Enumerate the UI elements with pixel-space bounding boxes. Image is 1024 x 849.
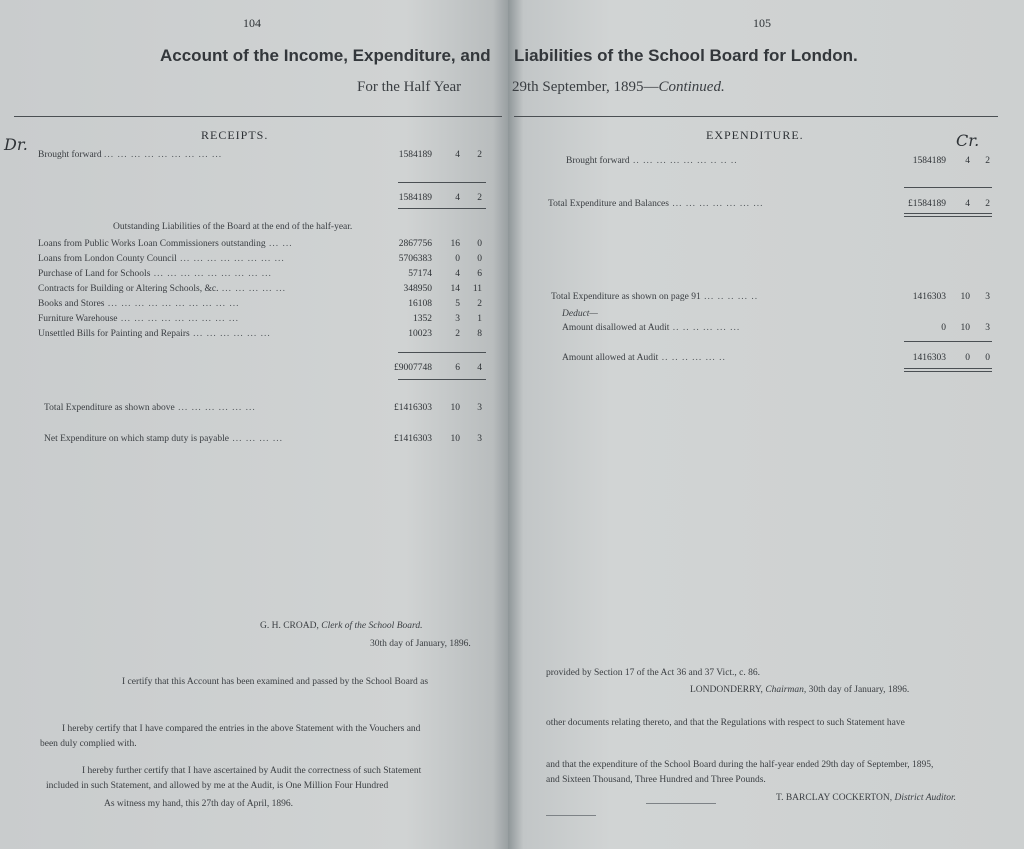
cr-label: Cr. (956, 131, 980, 150)
total-page91-pounds: 1416303 (912, 292, 946, 302)
liability-label: Furniture Warehouse (38, 314, 118, 324)
amount-pence: 2 (985, 156, 990, 166)
liability-row: Loans from Public Works Loan Commissioners outstanding ... ... (38, 239, 293, 249)
liability-row: Purchase of Land for Schools ... ... ... ... ... ... ... ... ... (38, 269, 272, 279)
liability-row: Books and Stores ... ... ... ... ... ... ... ... ... ... (38, 299, 240, 309)
disallowed-row: Amount disallowed at Audit .. .. .. ... ... ... (562, 323, 741, 333)
liability-pounds: 10023 (408, 329, 432, 339)
liability-pounds: 16108 (408, 299, 432, 309)
chairman-name: LONDONDERRY, (690, 685, 763, 695)
sum-rule (904, 368, 992, 369)
subtotal-shillings: 4 (455, 193, 460, 203)
total-balances-pence: 2 (985, 199, 990, 209)
total-expenditure-row: Total Expenditure as shown above ... ... ... ... ... ... (44, 403, 256, 413)
sum-rule (398, 182, 486, 183)
liability-label: Loans from London County Council (38, 254, 177, 264)
subtitle-right-italic: Continued. (658, 79, 725, 95)
amount-pence: 2 (477, 150, 482, 160)
allowed-pence: 0 (985, 353, 990, 363)
liability-pence: 2 (477, 299, 482, 309)
total-balances-label: Total Expenditure and Balances (548, 199, 669, 209)
net-expenditure-pence: 3 (477, 434, 482, 444)
liability-label: Books and Stores (38, 299, 105, 309)
liability-shillings: 2 (455, 329, 460, 339)
liability-row: Unsettled Bills for Painting and Repairs ... ... ... ... ... ... (38, 329, 271, 339)
certify-text-1: I certify that this Account has been examined and passed by the School Board as (122, 677, 429, 687)
liability-shillings: 5 (455, 299, 460, 309)
page-number-right: 105 (753, 16, 771, 30)
liability-pence: 0 (477, 254, 482, 264)
subtitle-right-text: 29th September, 1895— (512, 79, 659, 95)
witness-text: As witness my hand, this 27th day of April, 1896. (104, 799, 293, 809)
subtotal-pence: 2 (477, 193, 482, 203)
liabilities-heading: Outstanding Liabilities of the Board at the end of the half-year. (113, 222, 353, 232)
amount-shillings: 4 (455, 150, 460, 160)
title-right: Liabilities of the School Board for London. (514, 46, 858, 65)
liability-label: Contracts for Building or Altering Schools, &c. (38, 284, 219, 294)
brought-forward-left (38, 150, 222, 160)
sum-rule (904, 213, 992, 214)
total-page91-row: Total Expenditure as shown on page 91 ... .. .. ... .. (551, 292, 759, 302)
certify-text-2b: been duly complied with. (40, 739, 137, 749)
amount-pounds: 1584189 (398, 150, 432, 160)
liability-pence: 1 (477, 314, 482, 324)
sum-rule (398, 379, 486, 380)
total-page91-label: Total Expenditure as shown on page 91 (551, 292, 701, 302)
total-expenditure-pence: 3 (477, 403, 482, 413)
auditor-signature (776, 791, 956, 806)
sum-rule (904, 371, 992, 372)
sum-rule (904, 341, 992, 342)
subtitle-right (512, 79, 725, 96)
liability-shillings: 16 (450, 239, 460, 249)
sum-rule (904, 216, 992, 217)
total-balances-row: Total Expenditure and Balances ... ... ... ... ... ... ... (548, 199, 764, 209)
total-balances-pounds: £1584189 (908, 199, 946, 209)
clerk-date: 30th day of January, 1896. (370, 639, 471, 649)
certify-text-2a: I hereby certify that I have compared the entries in the above Statement with the Vouchers and (62, 724, 421, 734)
total-page91-pence: 3 (985, 292, 990, 302)
chairman-signature (690, 683, 909, 698)
expenditure-header: EXPENDITURE. (706, 128, 804, 142)
liability-label: Unsettled Bills for Painting and Repairs (38, 329, 190, 339)
brought-forward-label: Brought forward (566, 156, 630, 166)
signature-rule (646, 803, 716, 804)
total-expenditure-shillings: 10 (450, 403, 460, 413)
certify-text-right-1: provided by Section 17 of the Act 36 and 37 Vict., c. 86. (546, 668, 761, 678)
title-left: Account of the Income, Expenditure, and (160, 46, 491, 65)
receipts-header: RECEIPTS. (201, 128, 269, 142)
subtotal-pounds: 1584189 (398, 193, 432, 203)
brought-forward-label: Brought forward (38, 150, 102, 160)
leader-dots: ... ... ... ... ... ... ... ... ... (103, 150, 223, 160)
signature-rule (546, 815, 596, 816)
sum-rule (398, 208, 486, 209)
net-expenditure-label: Net Expenditure on which stamp duty is payable (44, 434, 229, 444)
liability-pounds: 1352 (413, 314, 432, 324)
liability-row: Contracts for Building or Altering Schools, &c. ... ... ... ... ... (38, 284, 286, 294)
liability-pounds: 5706383 (398, 254, 432, 264)
total-page91-shillings: 10 (960, 292, 970, 302)
liability-pounds: 2867756 (398, 239, 432, 249)
net-expenditure-pounds: £1416303 (394, 434, 432, 444)
header-rule-right (514, 116, 998, 117)
liability-label: Purchase of Land for Schools (38, 269, 151, 279)
clerk-signature (260, 621, 422, 631)
sum-rule (904, 187, 992, 188)
disallowed-pence: 3 (985, 323, 990, 333)
amount-shillings: 4 (965, 156, 970, 166)
sum-rule (398, 352, 486, 353)
dr-label: Dr. (4, 135, 28, 154)
liability-row: Loans from London County Council ... ... ... ... ... ... ... ... (38, 254, 285, 264)
liability-pence: 11 (472, 284, 482, 294)
allowed-pounds: 1416303 (912, 353, 946, 363)
certify-text-right-3a: and that the expenditure of the School Board during the half-year ended 29th day of September, 1895, (546, 760, 934, 770)
liability-label: Loans from Public Works Loan Commissioners outstanding (38, 239, 266, 249)
allowed-row: Amount allowed at Audit .. .. .. ... ... .. (562, 353, 726, 363)
disallowed-shillings: 10 (960, 323, 970, 333)
total-expenditure-label: Total Expenditure as shown above (44, 403, 175, 413)
header-rule-left (14, 116, 502, 117)
auditor-name: T. BARCLAY COCKERTON, (776, 793, 893, 803)
certify-text-right-2: other documents relating thereto, and that the Regulations with respect to such Statement have (546, 718, 905, 728)
clerk-name: G. H. CROAD, (260, 621, 319, 631)
auditor-role: District Auditor. (894, 793, 957, 803)
net-expenditure-shillings: 10 (450, 434, 460, 444)
total-balances-shillings: 4 (965, 199, 970, 209)
certify-text-right-3b: and Sixteen Thousand, Three Hundred and Three Pounds. (546, 775, 766, 785)
liabilities-total-pounds: £9007748 (394, 363, 432, 373)
brought-forward-right: Brought forward .. ... ... ... ... ... .. .. .. (566, 156, 738, 166)
right-page (508, 0, 1024, 849)
liability-pounds: 348950 (403, 284, 432, 294)
allowed-label: Amount allowed at Audit (562, 353, 659, 363)
liability-shillings: 4 (455, 269, 460, 279)
disallowed-pounds: 0 (941, 323, 946, 333)
liabilities-total-pence: 4 (477, 363, 482, 373)
liability-shillings: 14 (450, 284, 460, 294)
liability-shillings: 0 (455, 254, 460, 264)
liability-pounds: 57174 (408, 269, 432, 279)
liability-pence: 0 (477, 239, 482, 249)
deduct-label: Deduct— (562, 309, 598, 319)
page-number-left: 104 (243, 16, 261, 30)
allowed-shillings: 0 (965, 353, 970, 363)
disallowed-label: Amount disallowed at Audit (562, 323, 670, 333)
liability-pence: 8 (477, 329, 482, 339)
liability-pence: 6 (477, 269, 482, 279)
certify-text-3a: I hereby further certify that I have ascertained by Audit the correctness of such Statement (82, 766, 422, 776)
chairman-role: Chairman, (765, 685, 807, 695)
liability-row: Furniture Warehouse ... ... ... ... ... ... ... ... ... (38, 314, 240, 324)
amount-pounds: 1584189 (912, 156, 946, 166)
certify-text-3b: included in such Statement, and allowed by me at the Audit, is One Million Four Hundred (46, 781, 389, 791)
subtitle-left: For the Half Year (357, 79, 462, 95)
left-page (0, 0, 508, 849)
chairman-date: 30th day of January, 1896. (808, 685, 910, 695)
clerk-role: Clerk of the School Board. (321, 621, 423, 631)
liabilities-total-shillings: 6 (455, 363, 460, 373)
liability-shillings: 3 (455, 314, 460, 324)
net-expenditure-row: Net Expenditure on which stamp duty is payable ... ... ... ... (44, 434, 283, 444)
total-expenditure-pounds: £1416303 (394, 403, 432, 413)
